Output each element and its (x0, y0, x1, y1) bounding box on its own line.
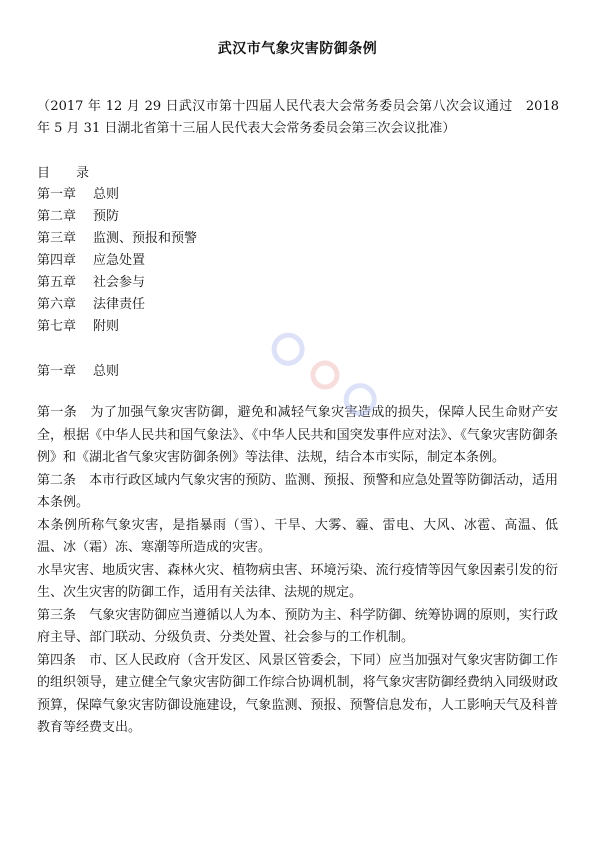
toc-item-number: 第一章 (37, 187, 77, 202)
toc-item-number: 第四章 (37, 253, 77, 268)
toc-item-title: 法律责任 (93, 297, 146, 312)
toc-item-number: 第七章 (37, 319, 77, 334)
chapter-number: 第一章 (37, 364, 77, 379)
toc-item-title: 总则 (93, 187, 120, 202)
article-paragraph: 水旱灾害、地质灾害、森林火灾、植物病虫害、环境污染、流行疫情等因气象因素引发的衍生、次生灾害的防御工作，适用有关法律、法规的规定。 (37, 562, 558, 600)
toc-item-number: 第五章 (37, 275, 77, 290)
toc-heading: 目 录 (37, 166, 90, 181)
chapter-body (37, 402, 558, 740)
toc-item (37, 228, 197, 250)
toc-item (37, 250, 197, 272)
toc-item-number: 第三章 (37, 231, 77, 246)
toc-item (37, 206, 197, 228)
toc-item-number: 第六章 (37, 297, 77, 312)
toc-item-title: 社会参与 (93, 275, 146, 290)
toc-item-number: 第二章 (37, 209, 77, 224)
toc-item-title: 监测、预报和预警 (93, 231, 198, 246)
toc-item (37, 294, 197, 316)
toc-item-title: 附则 (93, 319, 120, 334)
chapter-heading (37, 360, 119, 379)
toc-item (37, 316, 197, 338)
article-paragraph: 第四条 市、区人民政府（含开发区、风景区管委会，下同）应当加强对气象灾害防御工作的组织领导，建立健全气象灾害防御工作综合协调机制，将气象灾害防御经费纳入同级财政预算，保障气象灾害防御设施建设，气象监测、预报、预警信息发布，人工影响天气及科普教育等经费支出。 (37, 652, 558, 735)
chapter-title: 总则 (93, 364, 120, 379)
adoption-note: （2017 年 12 月 29 日武汉市第十四届人民代表大会常务委员会第八次会议通过 2018 年 5 月 31 日湖北省第十三届人民代表大会常务委员会第三次会议批准） (37, 99, 559, 136)
document-title: 武汉市气象灾害防御条例 (217, 41, 378, 57)
table-of-contents (37, 184, 197, 338)
article-paragraph: 第一条 为了加强气象灾害防御，避免和减轻气象灾害造成的损失，保障人民生命财产安全，根据《中华人民共和国气象法》、《中华人民共和国突发事件应对法》、《气象灾害防御条例》和《湖北省气象灾害防御条例》等法律、法规，结合本市实际，制定本条例。 (37, 405, 558, 465)
article-paragraph: 第三条 气象灾害防御应当遵循以人为本、预防为主、科学防御、统筹协调的原则，实行政府主导、部门联动、分级负责、分类处置、社会参与的工作机制。 (37, 607, 558, 645)
toc-item (37, 184, 197, 206)
toc-item-title: 应急处置 (93, 253, 146, 268)
toc-item (37, 272, 197, 294)
article-paragraph: 第二条 本市行政区域内气象灾害的预防、监测、预报、预警和应急处置等防御活动，适用本条例。 (37, 472, 558, 510)
article-paragraph: 本条例所称气象灾害，是指暴雨（雪）、干旱、大雾、霾、雷电、大风、冰雹、高温、低温、冰（霜）冻、寒潮等所造成的灾害。 (37, 517, 558, 555)
toc-item-title: 预防 (93, 209, 120, 224)
